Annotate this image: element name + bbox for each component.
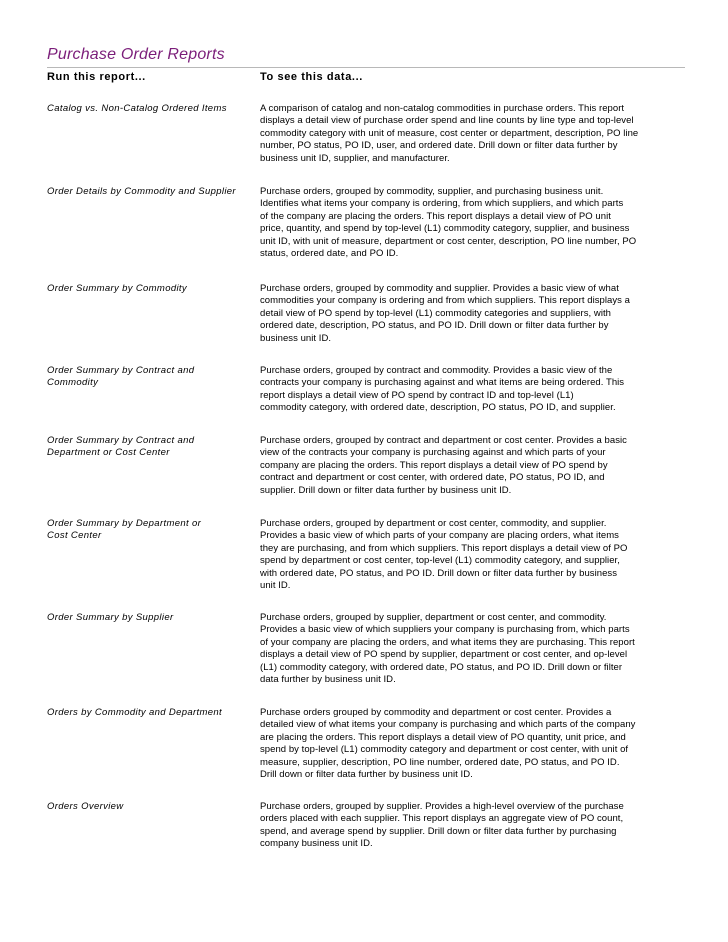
report-name xyxy=(47,103,260,165)
report-name xyxy=(47,283,260,345)
report-description-line: Provides a basic view of which parts of your company are placing orders, what items xyxy=(260,530,619,542)
report-description-line: Identifies what items your company is ordering, from which suppliers, and which parts xyxy=(260,198,624,210)
report-name xyxy=(47,435,260,497)
report-description-line: displays a detail view of purchase order spend and line counts by line type and top-level xyxy=(260,115,634,127)
report-description-line: with ordered date, PO status, and PO ID. Drill down or filter data further by business xyxy=(260,567,618,579)
report-row xyxy=(47,612,685,686)
report-description-line: are placing the orders. This report displays a detail view of PO quantity, unit price, and xyxy=(260,731,626,743)
report-description-line: status, ordered date, and PO ID. xyxy=(260,248,399,260)
report-name-line: Order Summary by Supplier xyxy=(47,612,174,623)
report-description-line: commodities your company is ordering and from which suppliers. This report displays a xyxy=(260,295,630,307)
report-description xyxy=(260,801,685,851)
report-description-line: Purchase orders, grouped by contract and department or cost center. Provides a basic xyxy=(260,435,627,446)
report-name xyxy=(47,707,260,781)
report-description-line: (L1) commodity category, with ordered date, PO status, and PO ID. Drill down or filter xyxy=(260,661,623,673)
report-description-line: unit ID. xyxy=(260,580,291,592)
report-name-line: Catalog vs. Non-Catalog Ordered Items xyxy=(47,103,227,114)
report-description-line: Purchase orders, grouped by contract and commodity. Provides a basic view of the xyxy=(260,365,613,376)
column-header xyxy=(47,71,685,84)
report-description-line: spend by department or cost center, top-level (L1) commodity category, and supplier, xyxy=(260,555,620,567)
report-description-line: they are purchasing, and from which suppliers. This report displays a detail view of PO xyxy=(260,542,628,554)
report-description-line: company are placing the orders. This report displays a detail view of PO spend by xyxy=(260,459,608,471)
report-description-line: of your company are placing the orders, and what items they are purchasing. This report xyxy=(260,636,635,648)
report-page xyxy=(47,46,685,850)
report-description-line: ordered date, description, PO status, and PO ID. Drill down or filter data further by xyxy=(260,320,609,332)
report-description-line: Provides a basic view of which suppliers your company is purchasing from, which parts xyxy=(260,624,630,636)
report-description xyxy=(260,435,685,497)
report-name-line: Order Summary by Contract and xyxy=(47,435,195,446)
report-description-line: number, PO status, PO ID, user, and ordered date. Drill down or filter data further by xyxy=(260,140,618,152)
report-description-line: business unit ID. xyxy=(260,332,332,344)
report-row xyxy=(47,103,685,165)
page-title: Purchase Order Reports xyxy=(47,46,225,63)
report-description-line: commodity category, with ordered date, description, PO status, PO ID, and supplier. xyxy=(260,402,616,414)
report-description xyxy=(260,283,685,345)
report-name xyxy=(47,518,260,592)
title-divider xyxy=(47,67,685,68)
report-description-line: of the company are placing the orders. This report displays a detail view of PO unit xyxy=(260,210,611,222)
report-row xyxy=(47,435,685,497)
report-description-line: orders placed with each supplier. This report displays an aggregate view of PO count, xyxy=(260,813,624,825)
report-name xyxy=(47,612,260,686)
header-see-data: To see this data... xyxy=(260,71,363,83)
report-description-line: A comparison of catalog and non-catalog commodities in purchase orders. This report xyxy=(260,103,625,114)
report-description-line: data further by business unit ID. xyxy=(260,674,396,686)
report-description-line: measure, supplier, description, PO line number, ordered date, PO status, and PO ID. xyxy=(260,756,620,768)
report-row xyxy=(47,283,685,345)
header-run-report: Run this report... xyxy=(47,71,146,83)
report-description-line: Purchase orders, grouped by supplier, department or cost center, and commodity. xyxy=(260,612,607,623)
report-name xyxy=(47,365,260,415)
report-name-line: Order Summary by Department or xyxy=(47,518,202,529)
report-description-line: detailed view of what items your company is purchasing and which parts of the company xyxy=(260,719,636,731)
report-description-line: business unit ID, supplier, and manufacturer. xyxy=(260,152,450,164)
report-description-line: report displays a detail view of PO spend by contract ID and top-level (L1) xyxy=(260,389,574,401)
report-description-line: Purchase orders, grouped by department or cost center, commodity, and supplier. xyxy=(260,518,607,529)
report-name xyxy=(47,186,260,260)
report-description-line: Purchase orders, grouped by supplier. Provides a high-level overview of the purchase xyxy=(260,801,624,812)
report-description xyxy=(260,365,685,415)
report-description-line: price, quantity, and spend by top-level (L1) commodity category, supplier, and business xyxy=(260,223,630,235)
report-name-line: Department or Cost Center xyxy=(47,447,170,459)
report-name-line: Order Summary by Contract and xyxy=(47,365,195,376)
report-row xyxy=(47,707,685,781)
report-description xyxy=(260,103,685,165)
report-description xyxy=(260,707,685,781)
report-description xyxy=(260,612,685,686)
report-description-line: company business unit ID. xyxy=(260,838,373,850)
report-row xyxy=(47,186,685,260)
report-description-line: spend by top-level (L1) commodity category and department or cost center, with unit of xyxy=(260,744,629,756)
report-name-line: Cost Center xyxy=(47,530,102,542)
report-name-line: Order Summary by Commodity xyxy=(47,283,188,294)
report-name-line: Orders Overview xyxy=(47,801,124,812)
report-description-line: supplier. Drill down or filter data further by business unit ID. xyxy=(260,484,512,496)
report-description-line: view of the contracts your company is purchasing against and which parts of your xyxy=(260,447,606,459)
report-description-line: commodity category with unit of measure, cost center or department, description, PO line xyxy=(260,127,639,139)
report-description-line: Drill down or filter data further by business unit ID. xyxy=(260,769,473,781)
report-description-line: Purchase orders grouped by commodity and department or cost center. Provides a xyxy=(260,707,612,718)
report-name-line: Orders by Commodity and Department xyxy=(47,707,223,718)
report-description xyxy=(260,186,685,260)
report-name-line: Commodity xyxy=(47,377,99,389)
report-description xyxy=(260,518,685,592)
report-description-line: Purchase orders, grouped by commodity and supplier. Provides a basic view of what xyxy=(260,283,619,294)
report-description-line: contracts your company is purchasing against and what items are being ordered. This xyxy=(260,377,625,389)
report-description-line: displays a detail view of PO spend by supplier, department or cost center, and op-level xyxy=(260,649,628,661)
report-row xyxy=(47,365,685,415)
report-description-line: unit ID, with unit of measure, department or cost center, description, PO line number, PO xyxy=(260,235,637,247)
report-row xyxy=(47,801,685,851)
report-description-line: spend, and average spend by supplier. Drill down or filter data further by purchasing xyxy=(260,825,617,837)
report-description-line: contract and department or cost center, with ordered date, PO status, PO ID, and xyxy=(260,472,605,484)
report-description-line: Purchase orders, grouped by commodity, supplier, and purchasing business unit. xyxy=(260,186,604,197)
report-description-line: detail view of PO spend by top-level (L1) commodity categories and suppliers, with xyxy=(260,307,612,319)
report-name-line: Order Details by Commodity and Supplier xyxy=(47,186,236,197)
report-name xyxy=(47,801,260,851)
report-row xyxy=(47,518,685,592)
